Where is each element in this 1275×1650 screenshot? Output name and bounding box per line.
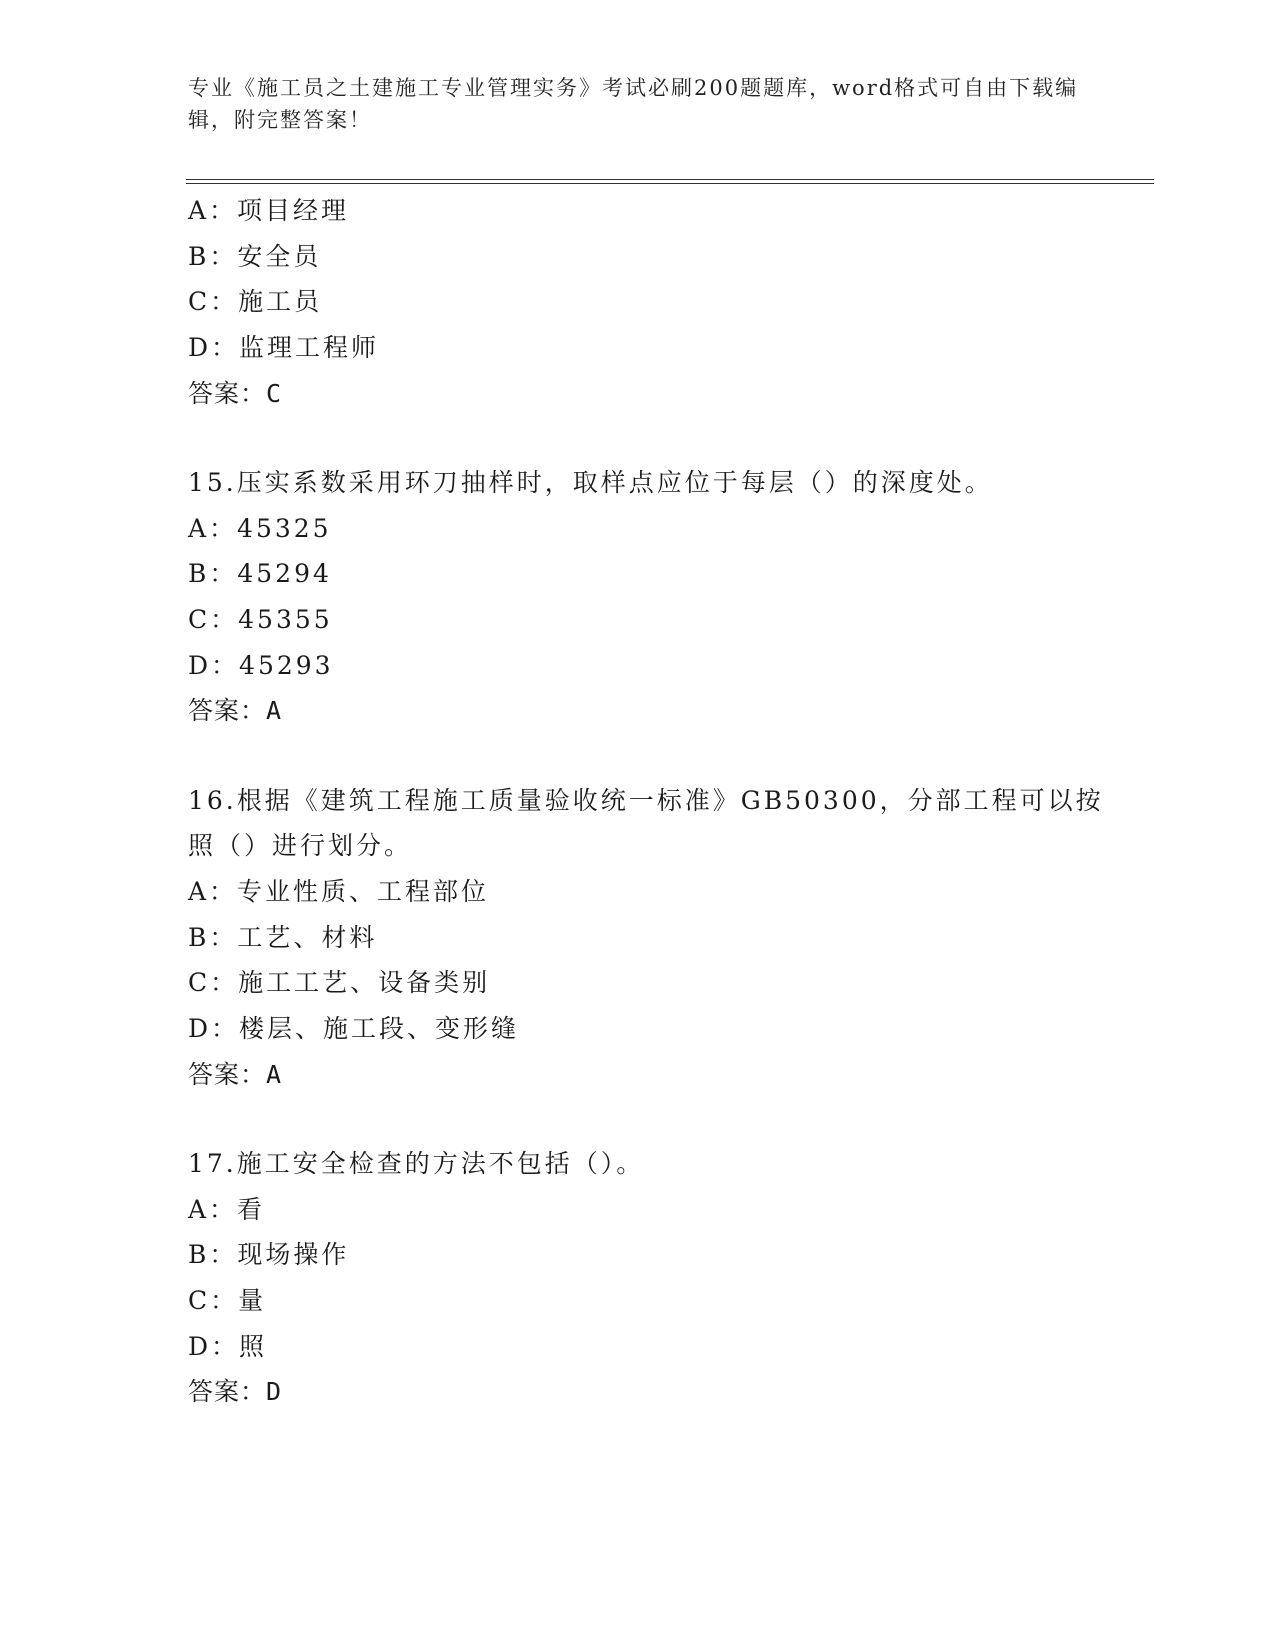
answer-line: 答案：D <box>188 1377 283 1407</box>
question-stem: 17.施工安全检查的方法不包括（）。 <box>188 1148 645 1178</box>
question-stem: 16.根据《建筑工程施工质量验收统一标准》GB50300，分部工程可以按照（）进行划分。 <box>188 785 1104 861</box>
answer-line: 答案：C <box>188 378 283 408</box>
document-header: 专业《施工员之土建施工专业管理实务》考试必刷200题题库，word格式可自由下载编辑，附完整答案！ <box>188 76 1079 132</box>
option-a: A：看 <box>188 1194 266 1224</box>
answer-line: 答案：A <box>188 1059 283 1089</box>
option-d: D：45293 <box>188 650 334 680</box>
option-a: A：项目经理 <box>188 196 350 225</box>
spacer <box>188 734 1128 778</box>
option-d: D：监理工程师 <box>188 333 380 363</box>
option-c: C：施工工艺、设备类别 <box>188 968 491 998</box>
question-block-17 <box>188 1141 1128 1415</box>
option-d: D：楼层、施工段、变形缝 <box>188 1014 520 1044</box>
question-block-15 <box>188 460 1128 734</box>
header-divider-top <box>186 179 1154 180</box>
option-b: B：安全员 <box>188 241 322 271</box>
question-list <box>188 188 1128 1415</box>
question-block-14 <box>188 188 1128 416</box>
spacer <box>188 1097 1128 1141</box>
option-a: A：45325 <box>188 513 332 543</box>
header-divider-bottom <box>186 183 1154 184</box>
option-b: B：45294 <box>188 559 332 589</box>
option-d: D：照 <box>188 1331 268 1361</box>
answer-line: 答案：A <box>188 696 283 726</box>
option-b: B：工艺、材料 <box>188 922 378 952</box>
option-a: A：专业性质、工程部位 <box>188 876 490 906</box>
spacer <box>188 416 1128 460</box>
option-c: C：施工员 <box>188 287 323 317</box>
question-stem: 15.压实系数采用环刀抽样时，取样点应位于每层（）的深度处。 <box>188 467 993 497</box>
option-c: C：量 <box>188 1286 267 1315</box>
option-c: C：45355 <box>188 605 333 635</box>
option-b: B：现场操作 <box>188 1240 350 1270</box>
question-block-16 <box>188 778 1128 1098</box>
